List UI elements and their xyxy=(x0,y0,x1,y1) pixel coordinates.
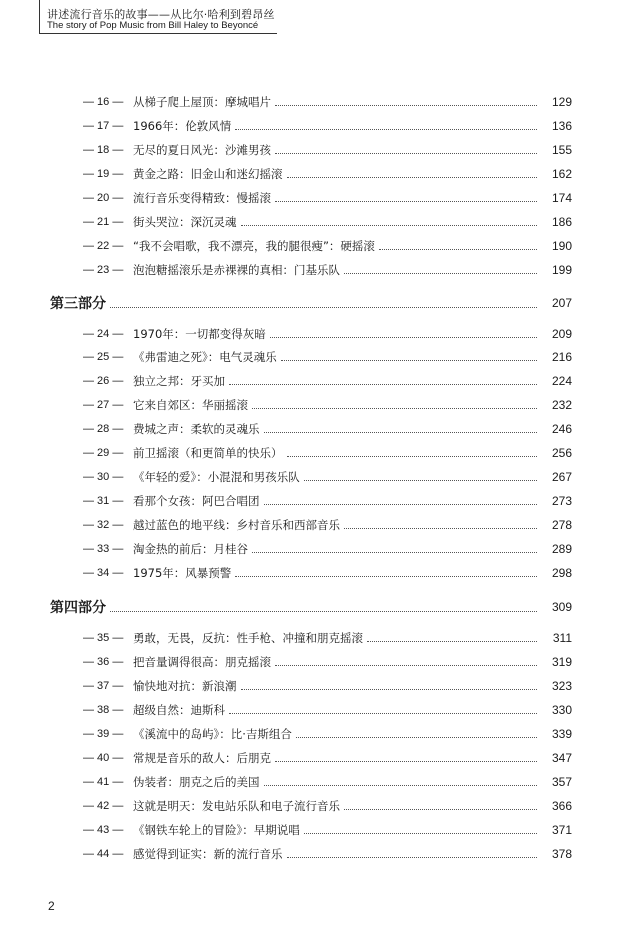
running-header-title-en: The story of Pop Music from Bill Haley to Beyoncé xyxy=(47,20,259,31)
toc-chapter-row[interactable] xyxy=(0,371,629,391)
page-ref: 186 xyxy=(551,215,572,229)
dot-leader xyxy=(275,665,537,666)
chapter-title: 街头哭泣：深沉灵魂 xyxy=(133,215,237,229)
page-ref: 309 xyxy=(551,600,572,614)
dot-leader xyxy=(110,307,537,308)
chapter-title: 《溪流中的岛屿》：比·吉斯组合 xyxy=(133,727,292,741)
toc-chapter-row[interactable] xyxy=(0,347,629,367)
dot-leader xyxy=(235,129,537,130)
dot-leader xyxy=(344,273,537,274)
toc-chapter-row[interactable] xyxy=(0,92,629,112)
toc-entry-body xyxy=(133,750,537,766)
dot-leader xyxy=(235,576,537,577)
chapter-number: — 25 — xyxy=(83,351,124,363)
dot-leader xyxy=(296,737,537,738)
toc-entry-body xyxy=(133,774,537,790)
chapter-number: — 23 — xyxy=(83,264,124,276)
toc-chapter-row[interactable] xyxy=(0,515,629,535)
chapter-title: 勇敢，无畏，反抗：性手枪、冲撞和朋克摇滚 xyxy=(133,631,363,645)
toc-entry-body xyxy=(133,726,537,742)
dot-leader xyxy=(275,201,537,202)
chapter-title: 费城之声：柔软的灵魂乐 xyxy=(133,422,260,436)
page-ref: 136 xyxy=(551,119,572,133)
page-ref: 199 xyxy=(551,263,572,277)
chapter-number: — 42 — xyxy=(83,800,124,812)
chapter-number: — 33 — xyxy=(83,543,124,555)
toc-chapter-row[interactable] xyxy=(0,236,629,256)
chapter-number: — 27 — xyxy=(83,399,124,411)
chapter-title: 从梯子爬上屋顶：摩城唱片 xyxy=(133,95,271,109)
toc-entry-body xyxy=(133,517,537,533)
chapter-number: — 36 — xyxy=(83,656,124,668)
chapter-title: 黄金之路：旧金山和迷幻摇滚 xyxy=(133,167,283,181)
page-ref: 289 xyxy=(551,542,572,556)
chapter-title: 越过蓝色的地平线：乡村音乐和西部音乐 xyxy=(133,518,340,532)
toc-entry-body xyxy=(133,238,537,254)
chapter-title: 《年轻的爱》：小混混和男孩乐队 xyxy=(133,470,300,484)
chapter-title: 感觉得到证实：新的流行音乐 xyxy=(133,847,283,861)
running-header-title-cn: 讲述流行音乐的故事——从比尔·哈利到碧昂丝 xyxy=(47,8,275,21)
part-title: 第四部分 xyxy=(50,600,106,616)
chapter-title: 前卫摇滚（和更简单的快乐） xyxy=(133,446,283,460)
page-ref: 209 xyxy=(551,327,572,341)
header-horizontal-rule xyxy=(39,33,277,34)
toc-chapter-row[interactable] xyxy=(0,260,629,280)
chapter-title: “我不会唱歌，我不漂亮，我的腿很瘦”：硬摇滚 xyxy=(133,239,375,253)
dot-leader xyxy=(252,552,537,553)
dot-leader xyxy=(367,641,537,642)
chapter-number: — 44 — xyxy=(83,848,124,860)
chapter-title: 超级自然：迪斯科 xyxy=(133,703,225,717)
page-ref: 319 xyxy=(551,655,572,669)
toc-chapter-row[interactable] xyxy=(0,724,629,744)
page-ref: 371 xyxy=(551,823,572,837)
chapter-number: — 38 — xyxy=(83,704,124,716)
toc-entry-body xyxy=(133,469,537,485)
chapter-number: — 17 — xyxy=(83,120,124,132)
dot-leader xyxy=(344,809,537,810)
toc-chapter-row[interactable] xyxy=(0,748,629,768)
chapter-number: — 40 — xyxy=(83,752,124,764)
chapter-title: 伪装者：朋克之后的美国 xyxy=(133,775,260,789)
toc-chapter-row[interactable] xyxy=(0,628,629,648)
toc-entry-body xyxy=(133,798,537,814)
page-ref: 357 xyxy=(551,775,572,789)
page-ref: 311 xyxy=(552,631,572,645)
toc-chapter-row[interactable] xyxy=(0,539,629,559)
toc-part-row[interactable] xyxy=(0,597,629,617)
page-ref: 232 xyxy=(551,398,572,412)
dot-leader xyxy=(281,360,537,361)
chapter-title: 1975年：风暴预警 xyxy=(133,566,232,580)
toc-entry-body xyxy=(133,349,537,365)
toc-entry-body xyxy=(133,654,537,670)
toc-chapter-row[interactable] xyxy=(0,820,629,840)
page-ref: 323 xyxy=(551,679,572,693)
toc-chapter-row[interactable] xyxy=(0,467,629,487)
page-ref: 298 xyxy=(551,566,572,580)
toc-chapter-row[interactable] xyxy=(0,563,629,583)
dot-leader xyxy=(264,504,538,505)
chapter-number: — 29 — xyxy=(83,447,124,459)
chapter-number: — 41 — xyxy=(83,776,124,788)
chapter-number: — 19 — xyxy=(83,168,124,180)
chapter-number: — 32 — xyxy=(83,519,124,531)
toc-entry-body xyxy=(133,846,537,862)
toc-entry-body xyxy=(133,678,537,694)
page-ref: 378 xyxy=(551,847,572,861)
chapter-number: — 18 — xyxy=(83,144,124,156)
chapter-number: — 43 — xyxy=(83,824,124,836)
toc-chapter-row[interactable] xyxy=(0,491,629,511)
toc-entry-body xyxy=(50,597,537,617)
chapter-title: 这就是明天：发电站乐队和电子流行音乐 xyxy=(133,799,340,813)
dot-leader xyxy=(287,857,538,858)
chapter-number: — 31 — xyxy=(83,495,124,507)
page-ref: 256 xyxy=(551,446,572,460)
toc-chapter-row[interactable] xyxy=(0,419,629,439)
toc-chapter-row[interactable] xyxy=(0,652,629,672)
dot-leader xyxy=(264,432,538,433)
dot-leader xyxy=(344,528,537,529)
toc-entry-body xyxy=(133,630,537,646)
dot-leader xyxy=(275,153,537,154)
chapter-title: 流行音乐变得精致：慢摇滚 xyxy=(133,191,271,205)
chapter-title: 《弗雷迪之死》：电气灵魂乐 xyxy=(133,350,277,364)
part-title: 第三部分 xyxy=(50,296,106,312)
toc-chapter-row[interactable] xyxy=(0,140,629,160)
toc-entry-body xyxy=(133,326,537,342)
page-ref: 162 xyxy=(551,167,572,181)
dot-leader xyxy=(252,408,537,409)
toc-entry-body xyxy=(133,118,537,134)
chapter-title: 它来自郊区：华丽摇滚 xyxy=(133,398,248,412)
chapter-number: — 16 — xyxy=(83,96,124,108)
toc-chapter-row[interactable] xyxy=(0,676,629,696)
chapter-title: 愉快地对抗：新浪潮 xyxy=(133,679,237,693)
toc-entry-body xyxy=(133,493,537,509)
dot-leader xyxy=(275,761,537,762)
chapter-title: 无尽的夏日风光：沙滩男孩 xyxy=(133,143,271,157)
toc-entry-body xyxy=(133,445,537,461)
toc-chapter-row[interactable] xyxy=(0,844,629,864)
toc-chapter-row[interactable] xyxy=(0,116,629,136)
dot-leader xyxy=(229,713,537,714)
toc-chapter-row[interactable] xyxy=(0,212,629,232)
page-ref: 339 xyxy=(551,727,572,741)
toc-chapter-row[interactable] xyxy=(0,796,629,816)
chapter-title: 独立之邦：牙买加 xyxy=(133,374,225,388)
chapter-title: 把音量调得很高：朋克摇滚 xyxy=(133,655,271,669)
chapter-number: — 39 — xyxy=(83,728,124,740)
dot-leader xyxy=(241,225,538,226)
chapter-title: 1970年：一切都变得灰暗 xyxy=(133,327,266,341)
toc-chapter-row[interactable] xyxy=(0,443,629,463)
toc-chapter-row[interactable] xyxy=(0,188,629,208)
toc-entry-body xyxy=(133,702,537,718)
toc-entry-body xyxy=(133,94,537,110)
dot-leader xyxy=(275,105,537,106)
toc-chapter-row[interactable] xyxy=(0,324,629,344)
dot-leader xyxy=(264,785,538,786)
chapter-number: — 34 — xyxy=(83,567,124,579)
chapter-number: — 22 — xyxy=(83,240,124,252)
page-ref: 278 xyxy=(551,518,572,532)
chapter-number: — 24 — xyxy=(83,328,124,340)
toc-chapter-row[interactable] xyxy=(0,164,629,184)
chapter-number: — 20 — xyxy=(83,192,124,204)
chapter-title: 《钢铁车轮上的冒险》：早期说唱 xyxy=(133,823,300,837)
toc-entry-body xyxy=(133,166,537,182)
page-ref: 330 xyxy=(551,703,572,717)
toc-chapter-row[interactable] xyxy=(0,395,629,415)
page-ref: 190 xyxy=(551,239,572,253)
chapter-title: 常规是音乐的敌人：后朋克 xyxy=(133,751,271,765)
chapter-number: — 35 — xyxy=(83,632,124,644)
dot-leader xyxy=(270,337,537,338)
chapter-number: — 37 — xyxy=(83,680,124,692)
toc-chapter-row[interactable] xyxy=(0,772,629,792)
page-ref: 267 xyxy=(551,470,572,484)
page-ref: 207 xyxy=(551,296,572,310)
dot-leader xyxy=(287,456,538,457)
toc-entry-body xyxy=(133,822,537,838)
page-ref: 347 xyxy=(551,751,572,765)
page-ref: 366 xyxy=(551,799,572,813)
toc-entry-body xyxy=(133,214,537,230)
toc-entry-body xyxy=(133,421,537,437)
toc-entry-body xyxy=(50,293,537,313)
toc-part-row[interactable] xyxy=(0,293,629,313)
chapter-number: — 21 — xyxy=(83,216,124,228)
toc-entry-body xyxy=(133,262,537,278)
toc-entry-body xyxy=(133,565,537,581)
page-ref: 174 xyxy=(551,191,572,205)
chapter-title: 淘金热的前后：月桂谷 xyxy=(133,542,248,556)
chapter-title: 1966年：伦敦风情 xyxy=(133,119,232,133)
toc-entry-body xyxy=(133,541,537,557)
page-ref: 224 xyxy=(551,374,572,388)
dot-leader xyxy=(229,384,537,385)
chapter-number: — 28 — xyxy=(83,423,124,435)
chapter-title: 看那个女孩：阿巴合唱团 xyxy=(133,494,260,508)
dot-leader xyxy=(287,177,538,178)
toc-entry-body xyxy=(133,373,537,389)
dot-leader xyxy=(241,689,538,690)
toc-chapter-row[interactable] xyxy=(0,700,629,720)
page-number: 2 xyxy=(48,899,55,913)
dot-leader xyxy=(304,480,537,481)
dot-leader xyxy=(110,611,537,612)
toc-entry-body xyxy=(133,397,537,413)
chapter-number: — 30 — xyxy=(83,471,124,483)
dot-leader xyxy=(304,833,537,834)
page-ref: 273 xyxy=(551,494,572,508)
dot-leader xyxy=(379,249,537,250)
chapter-title: 泡泡糖摇滚乐是赤裸裸的真相：门基乐队 xyxy=(133,263,340,277)
toc-entry-body xyxy=(133,190,537,206)
page-ref: 216 xyxy=(551,350,572,364)
header-vertical-rule xyxy=(39,0,40,33)
page-ref: 129 xyxy=(551,95,572,109)
toc-entry-body xyxy=(133,142,537,158)
chapter-number: — 26 — xyxy=(83,375,124,387)
page-ref: 155 xyxy=(551,143,572,157)
page-ref: 246 xyxy=(551,422,572,436)
